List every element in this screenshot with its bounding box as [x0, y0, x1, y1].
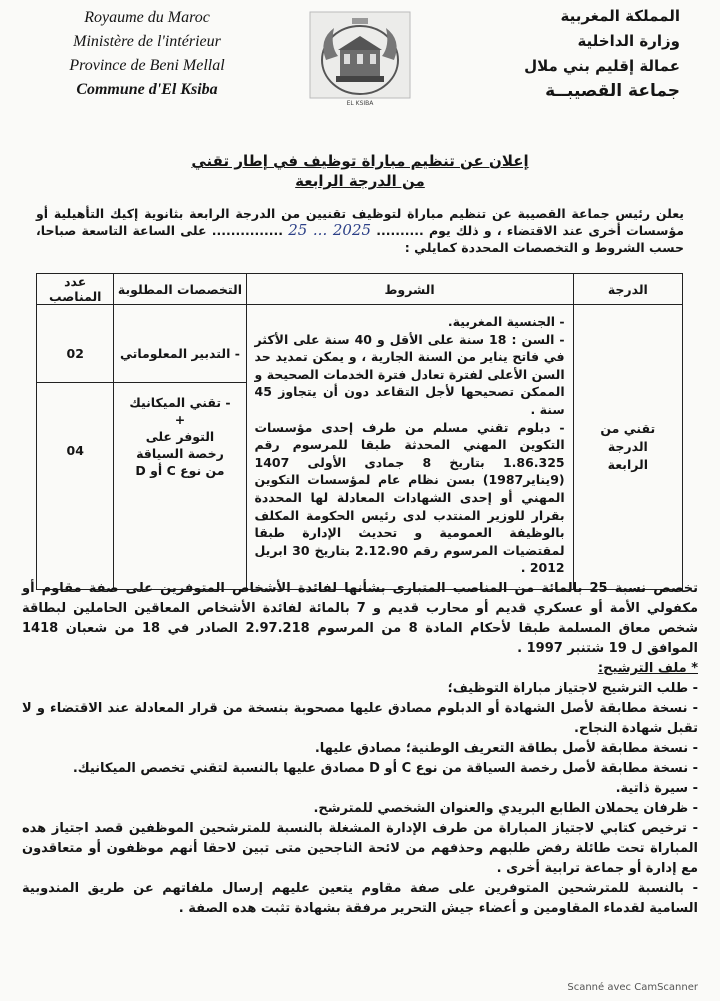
intro-part-2: ............... على الساعة التاسعة صباحا، حسب الشروط و التخصصات المحددة كمايلي :: [36, 223, 684, 255]
file-item: - ترخيص كتابي لاجتياز المباراة من طرف الإدارة المشغلة بالنسبة للمترشحين الموظفين قصد اجتياز هده المباراة تحت طائلة رفض طلبهم وحذفهم من لائحة الناجحين متى تبين لاحقا أنهم موظفون أو متعاقدون مع إدارة أو جماعة ترابية أخرى .: [22, 821, 698, 876]
condition-age: - السن : 18 سنة على الأقل و 40 سنة على الأكثر في فاتح يناير من السنة الجارية ، و يمكن تمديد حد السن الأعلى لفترة تعادل فترة الخدمات الصحيحة و الممكن تصحيحها لأجل التقاعد دون أن يتجاوز 45 سنة .: [254, 331, 565, 417]
spec-mech-line-2: +: [174, 412, 186, 427]
grade-text: تقني من الدرجة الرابعة: [600, 421, 656, 472]
header-conditions: الشروط: [246, 274, 573, 305]
condition-diploma: - دبلوم تقني مسلم من طرف إحدى مؤسسات التكوين المهني المحدثة طبقا للمرسوم رقم 1.86.325 بتاريخ 8 جمادى الأولى 1407 (9يناير1987) بسن نظام عام لمؤسسات التكوين المهني أو إحدى الشهادات المعادلة لها المحددة بقرار للوزير المنتدب لدى رئيس الحكومة المكلف بالوظيفة العمومية و تحديث الإدارة طبقا لمقتضيات المرسوم رقم 2.12.90 بتاريخ 30 ابريل 2012 .: [254, 419, 565, 576]
scanner-footer: Scanné avec CamScanner: [567, 982, 698, 993]
logo-caption: EL KSIBA: [346, 100, 374, 107]
header-line-ministry: Ministère de l'intérieur: [73, 33, 221, 50]
header-ar-ministry: وزارة الداخلية: [577, 32, 680, 50]
conditions-table: [36, 273, 683, 590]
title-line-2: من الدرجة الرابعة: [295, 172, 425, 190]
table-header-row: [37, 274, 683, 305]
header-line-province: Province de Beni Mellal: [69, 57, 225, 74]
title-line-1: إعلان عن تنظيم مباراة توظيف في إطار تقني: [191, 152, 529, 170]
spec-mech-line-1: - تقني الميكانيك: [129, 395, 231, 410]
handwritten-date: 2025 ... 25: [288, 221, 372, 239]
grade-cell: [573, 305, 682, 590]
header-ar-commune: جماعة القصيبــة: [545, 81, 680, 101]
file-item: - نسخة مطابقة لأصل رخصة السياقة من نوع C أو D مصادق عليها بالنسبة لتقني تخصص الميكانيك.: [72, 761, 698, 776]
positions-cell: [37, 305, 114, 590]
file-item: - نسخة مطابقة لأصل بطاقة التعريف الوطنية؛ مصادق عليها.: [314, 741, 698, 756]
quota-paragraph: تخصص نسبة 25 بالمائة من المناصب المتبارى بشأنها لفائدة الأشخاص المتوفرين على صفة مقاوم أو مكفولي الأمة أو عسكري قديم أو محارب قديم و 7 بالمائة لفائدة الأشخاص المعاقين الحاملين لبطاقة شخص معاق المسلمة طبقا لأحكام المادة 8 من المرسوم 2.97.218 الصادر في 18 من شعبان 1418 الموافق ل 19 شتنبر 1997 .: [22, 581, 699, 656]
file-item: - سيرة ذاتية.: [615, 781, 698, 796]
specialties-cell: [114, 305, 246, 590]
spec-mech-line-5: من نوع C أو D: [135, 463, 225, 478]
file-item: - طلب الترشيح لاجتياز مباراة التوظيف؛: [447, 681, 698, 696]
header-specialties: التخصصات المطلوبة: [114, 274, 246, 305]
file-item: - ظرفان يحملان الطابع البريدي والعنوان الشخصي للمترشح.: [313, 801, 698, 816]
condition-nationality: - الجنسية المغربية.: [447, 314, 565, 329]
header-arabic: [500, 4, 680, 104]
spec-mech-line-4: رخصة السياقة: [136, 446, 224, 461]
conditions-cell: [246, 305, 573, 590]
commune-logo: [308, 10, 412, 108]
positions-it: 02: [66, 346, 84, 361]
header-ar-province: عمالة إقليم بني ملال: [524, 57, 680, 75]
header-french: [42, 6, 252, 102]
body-text: [22, 579, 698, 919]
file-item: - بالنسبة للمترشحين المتوفرين على صفة مقاوم يتعين عليهم إرسال ملفاتهم عن طريق المندوبية السامية لقدماء المقاومين و أعضاء جيش التحرير مرفقة بشهادة تثبت هده الصفة .: [22, 881, 698, 916]
announcement-title: [170, 151, 550, 191]
spec-mech-line-3: التوفر على: [145, 429, 215, 444]
table-row: [37, 305, 683, 590]
intro-paragraph: [36, 205, 684, 256]
header-line-kingdom: Royaume du Maroc: [84, 9, 210, 26]
positions-mechanics: 04: [66, 443, 84, 458]
file-item: - نسخة مطابقة لأصل الشهادة أو الدبلوم مصادق عليها مصحوبة بنسخة من قرار المعادلة عند الاقتضاء و لا تقبل شهادة النجاح.: [22, 701, 698, 736]
specialty-it: - التدبير المعلوماتي: [120, 346, 240, 361]
intro-part-1: يعلن رئيس جماعة القصيبة عن تنظيم مباراة لتوظيف تقنيين من الدرجة الرابعة بثانوية إكيك التأهيلية أو مؤسسات أخرى عند الاقتضاء ، و ذلك يوم ..........: [36, 206, 685, 238]
header-ar-kingdom: المملكة المغربية: [560, 7, 680, 25]
commune-emblem-icon: [308, 10, 412, 100]
header-grade: الدرجة: [573, 274, 682, 305]
file-heading: * ملف الترشيح:: [597, 661, 698, 676]
header-line-commune: Commune d'El Ksiba: [76, 81, 218, 98]
header-positions: عدد المناصب: [37, 274, 114, 305]
specialty-mechanics: [114, 394, 245, 479]
